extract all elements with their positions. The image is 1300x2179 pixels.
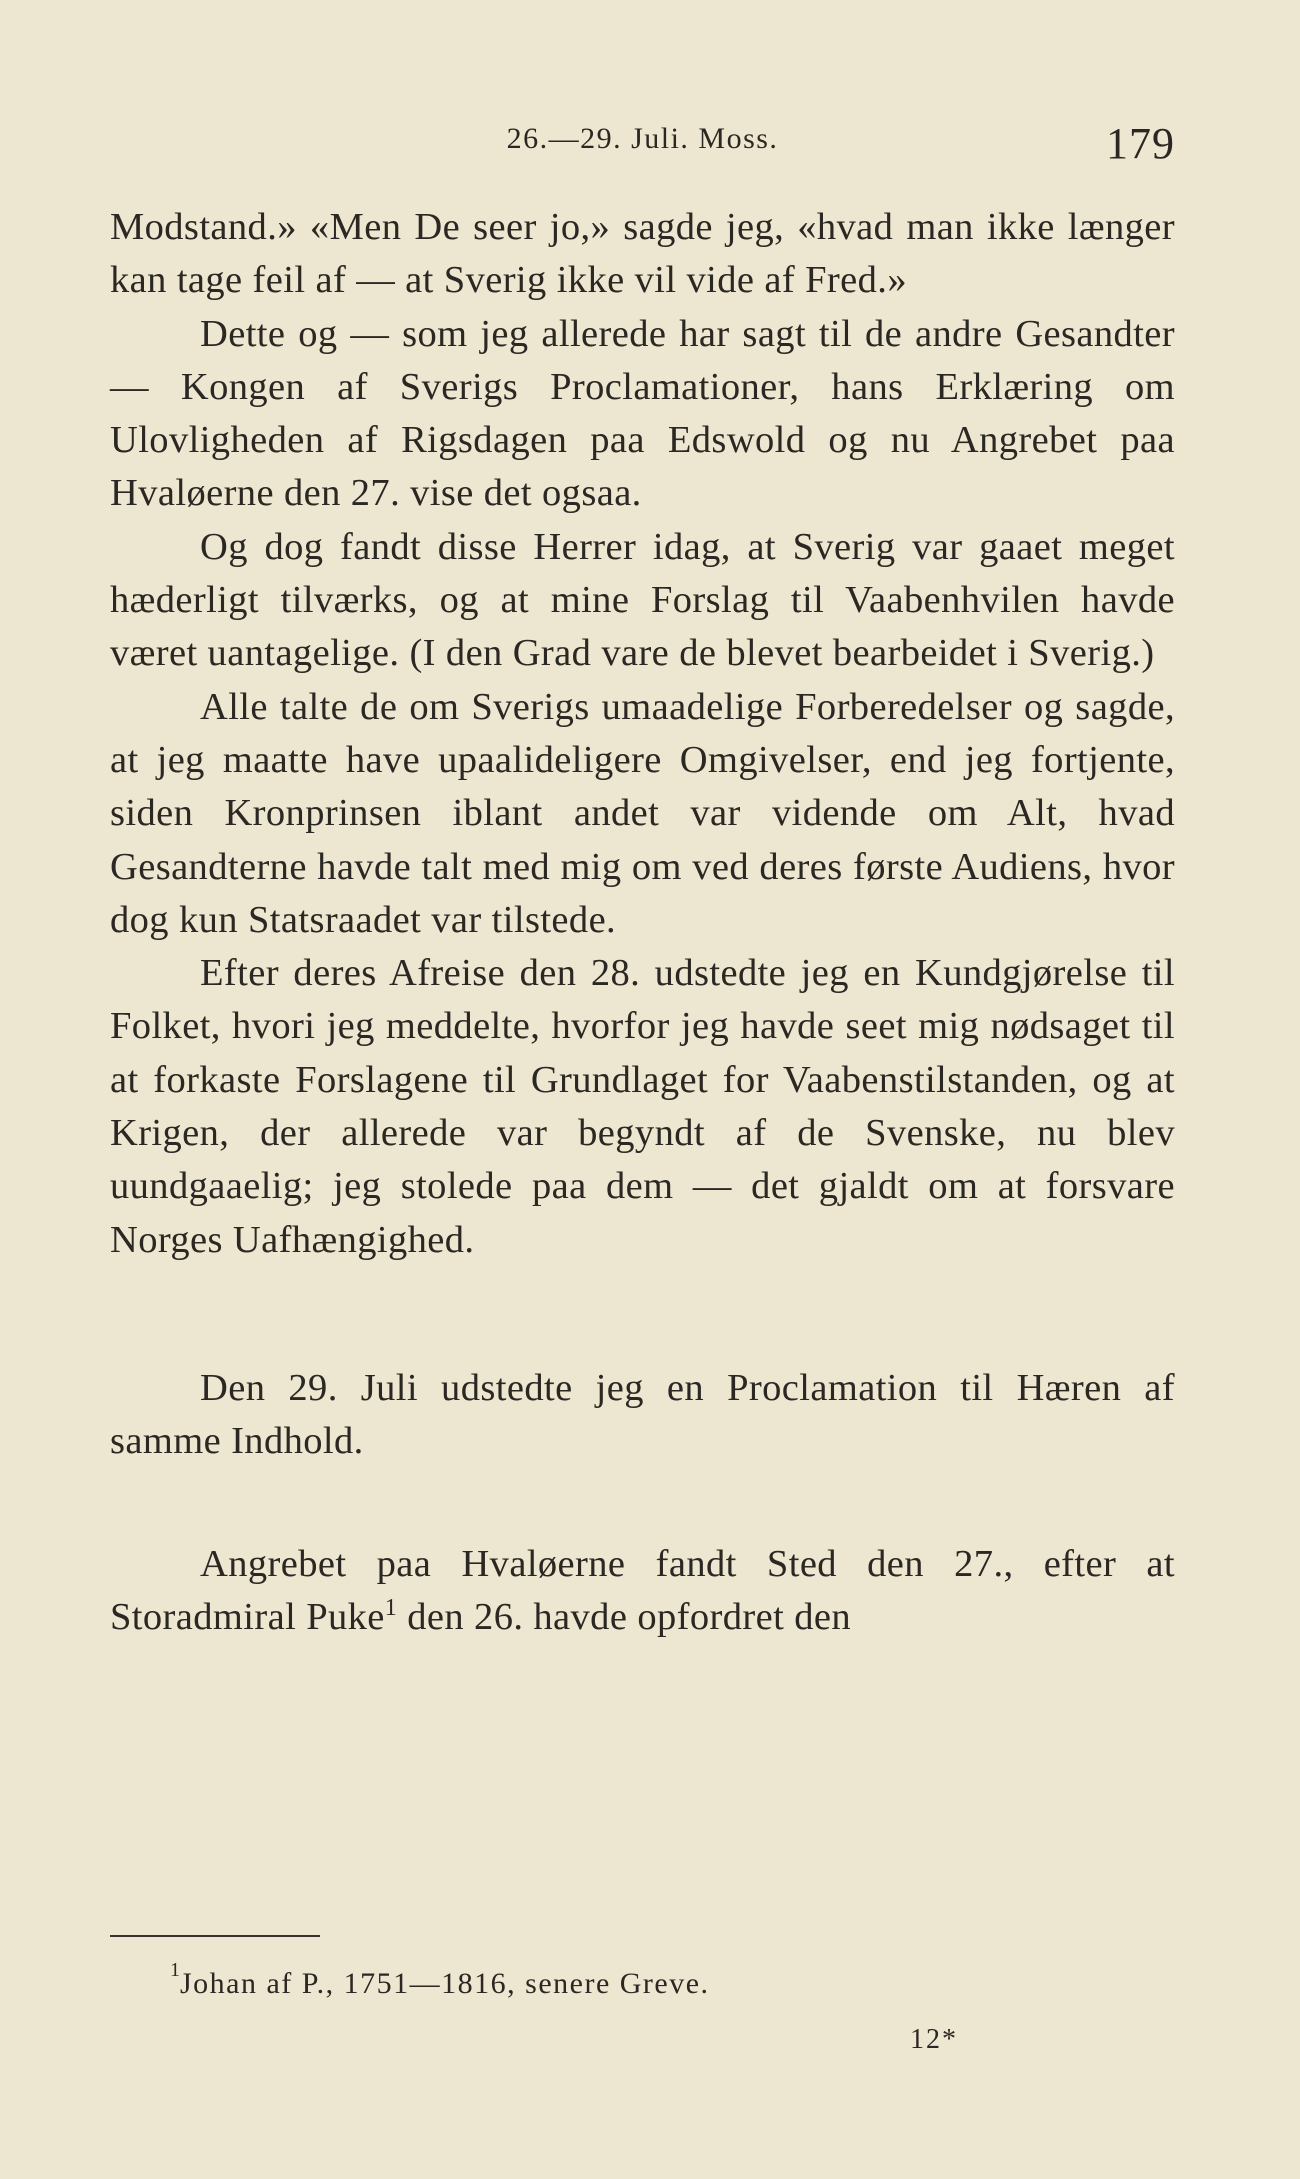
paragraph: Den 29. Juli udstedte jeg en Proclamation til Hæren af samme Indhold.: [110, 1366, 1175, 1463]
body-text: [110, 201, 1175, 1644]
running-head: 26.—29. Juli. Moss.: [506, 122, 779, 155]
paragraph: [110, 1538, 1175, 1645]
signature-mark: 12*: [910, 2024, 958, 2055]
page-number: 179: [1106, 119, 1175, 168]
footnote-reference: 1: [384, 1594, 398, 1621]
paragraph: Og dog fandt disse Herrer idag, at Sverig var gaaet meget hæderligt tilværks, og at mine Forslag til Vaabenhvilen havde været uantagelige. (I den Grad vare de blevet bearbeidet i Sverig.): [110, 525, 1175, 675]
footnote-mark: 1: [170, 1959, 182, 1981]
footnote-divider: [110, 1935, 320, 1937]
paragraph: Dette og — som jeg allerede har sagt til de andre Gesandter — Kongen af Sverigs Proclamationer, hans Erklæring om Ulovligheden af Rigsdagen paa Edswold og nu Angrebet paa Hvaløerne den 27. vise det ogsaa.: [110, 312, 1175, 515]
paragraph: Efter deres Afreise den 28. udstedte jeg en Kundgjørelse til Folket, hvori jeg meddelte, hvorfor jeg havde seet mig nødsaget til at forkaste Forslagene til Grundlaget for Vaabenstilstanden, og at Krigen, der allerede var begyndt af de Svenske, nu blev uundgaaelig; jeg stolede paa dem — det gjaldt om at forsvare Norges Uafhængighed.: [110, 952, 1175, 1261]
paragraph-text: den 26. havde opfordret den: [407, 1595, 852, 1638]
paragraph: Modstand.» «Men De seer jo,» sagde jeg, «hvad man ikke længer kan tage feil af — at Sverig ikke vil vide af Fred.»: [110, 206, 1175, 302]
paragraph-text: Angrebet paa Hvaløerne fandt Sted den 27., efter at Storadmiral Puke: [110, 1542, 1175, 1638]
paragraph: Alle talte de om Sverigs umaadelige Forberedelser og sagde, at jeg maatte have upaalideligere Omgivelser, end jeg fortjente, siden Kronprinsen iblant andet var vidende om Alt, hvad Gesandterne havde talt med mig om ved deres første Audiens, hvor dog kun Statsraadet var tilstede.: [110, 685, 1175, 941]
page-header: [110, 118, 1175, 178]
footnote: [170, 1959, 1080, 2001]
footnote-text: Johan af P., 1751—1816, senere Greve.: [180, 1967, 710, 2000]
